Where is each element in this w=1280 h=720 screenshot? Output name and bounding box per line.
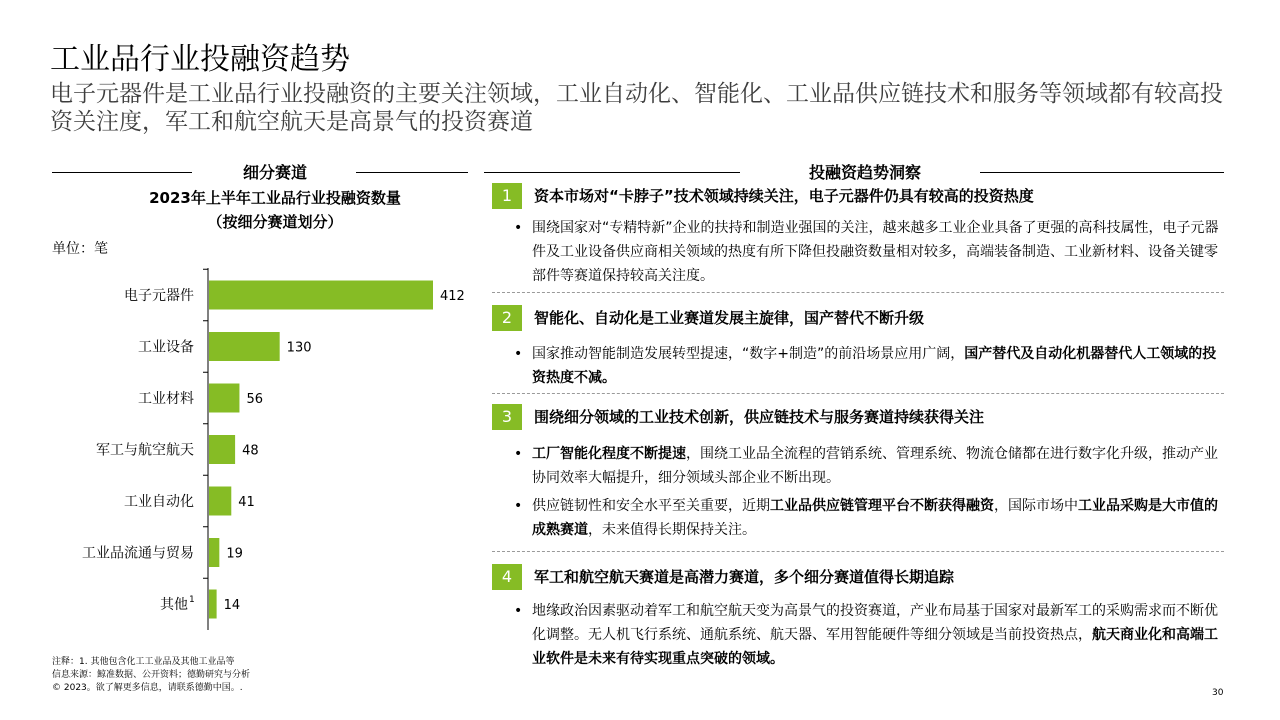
bullet-dot: • <box>514 346 523 362</box>
value-label-4: 48 <box>242 443 259 459</box>
bar-1 <box>209 281 433 310</box>
category-label-5: 工业自动化 <box>124 494 194 510</box>
category-label-1: 电子元器件 <box>124 288 194 304</box>
insight-block-2 <box>492 305 1232 393</box>
insight-1-bullet-1: • 围绕国家对“专精特新”企业的扶持和制造业强国的关注，越来越多工业企业具备了更强的高科技属性，电子元器件及工业设备供应商相关领域的热度有所下降但投融资数量相对较多，高端装备制造、工业新材料、设备关键零部件等赛道保持较高关注度。 <box>514 216 1226 288</box>
badge-4: 4 <box>492 564 522 590</box>
page-subtitle: 电子元器件是工业品行业投融资的主要关注领域，工业自动化、智能化、工业品供应链技术和服务等领域都有较高投资关注度，军工和航空航天是高景气的投资赛道 <box>50 81 1223 135</box>
bullet-dot: • <box>514 498 523 514</box>
value-label-3: 56 <box>246 392 263 407</box>
bar-2 <box>209 332 280 361</box>
insight-block-4 <box>492 564 1232 674</box>
chart-title-line2: （按细分赛道划分） <box>207 213 343 231</box>
value-label-1: 412 <box>440 289 465 304</box>
bar-6 <box>209 538 219 567</box>
insight-heading-3: 围绕细分领域的工业技术创新，供应链技术与服务赛道持续获得关注 <box>534 408 985 426</box>
bar-7 <box>209 590 217 619</box>
category-superscript-7: 1 <box>189 595 195 605</box>
insight-3-bullet-1: • 工厂智能化程度不断提速，围绕工业品全流程的营销系统、管理系统、物流仓储都在进行数字化升级，推动产业协同效率大幅提升，细分领域头部企业不断出现。 <box>514 442 1226 490</box>
bar-chart <box>0 0 480 640</box>
divider-3 <box>492 551 1224 552</box>
divider-1 <box>492 292 1224 293</box>
page-number: 30 <box>1212 688 1224 698</box>
bar-5 <box>209 487 231 516</box>
right-section-line-right <box>980 172 1224 173</box>
category-label-4: 军工与航空航天 <box>96 442 194 459</box>
insight-2-bullet-1: • 国家推动智能制造发展转型提速，“数字+制造”的前沿场景应用广阔，国产替代及自动化机器替代人工领域的投资热度不减。 <box>514 342 1226 390</box>
insight-4-bullet-1: • 地缘政治因素驱动着军工和航空航天变为高景气的投资赛道，产业布局基于国家对最新军工的采购需求而不断优化调整。无人机飞行系统、通航系统、航天器、军用智能硬件等细分领域是当前投资热点，航天商业化和高端工业软件是未来有待实现重点突破的领域。 <box>514 599 1226 671</box>
divider-2 <box>492 393 1224 394</box>
right-section-title: 投融资趋势洞察 <box>808 163 921 182</box>
category-label-2: 工业设备 <box>138 339 194 356</box>
value-label-7: 14 <box>223 598 241 613</box>
insight-block-3 <box>492 404 1232 548</box>
badge-3: 3 <box>492 404 522 430</box>
insight-heading-4: 军工和航空航天赛道是高潜力赛道，多个细分赛道值得长期追踪 <box>534 568 955 586</box>
insight-heading-1: 资本市场对“卡脖子”技术领域持续关注，电子元器件仍具有较高的投资热度 <box>534 187 1034 205</box>
left-section-title: 细分赛道 <box>242 163 307 182</box>
badge-2: 2 <box>492 305 522 331</box>
category-label-7: 其他 <box>160 597 188 613</box>
bullet-dot: • <box>514 603 523 619</box>
footer-note: 注释：1. 其他包含化工工业品及其他工业品等 <box>52 657 235 667</box>
bar-4 <box>209 435 235 464</box>
badge-1: 1 <box>492 183 522 209</box>
value-label-5: 41 <box>238 495 255 510</box>
footer-notes <box>52 656 250 695</box>
footer-source: 信息来源：鲸准数据、公开资料；德勤研究与分析 <box>52 670 251 680</box>
chart-title-line1: 2023年上半年工业品行业投融资数量 <box>149 189 401 207</box>
bar-3 <box>209 384 239 413</box>
insight-block-1 <box>492 183 1232 293</box>
value-label-2: 130 <box>286 340 312 356</box>
bullet-dot: • <box>514 220 523 236</box>
insight-3-bullet-2: • 供应链韧性和安全水平至关重要，近期工业品供应链管理平台不断获得融资，国际市场中工业品采购是大市值的成熟赛道，未来值得长期保持关注。 <box>514 494 1226 542</box>
value-label-6: 19 <box>226 546 243 562</box>
insight-heading-2: 智能化、自动化是工业赛道发展主旋律，国产替代不断升级 <box>534 309 925 327</box>
category-label-3: 工业材料 <box>138 391 194 407</box>
right-section-line-left <box>484 172 740 173</box>
bullet-dot: • <box>514 446 523 462</box>
footer-copyright: © 2023。欲了解更多信息，请联系德勤中国。. <box>52 683 243 693</box>
chart-unit-label: 单位：笔 <box>52 241 108 257</box>
page-title: 工业品行业投融资趋势 <box>50 42 350 77</box>
category-label-6: 工业品流通与贸易 <box>82 545 194 562</box>
